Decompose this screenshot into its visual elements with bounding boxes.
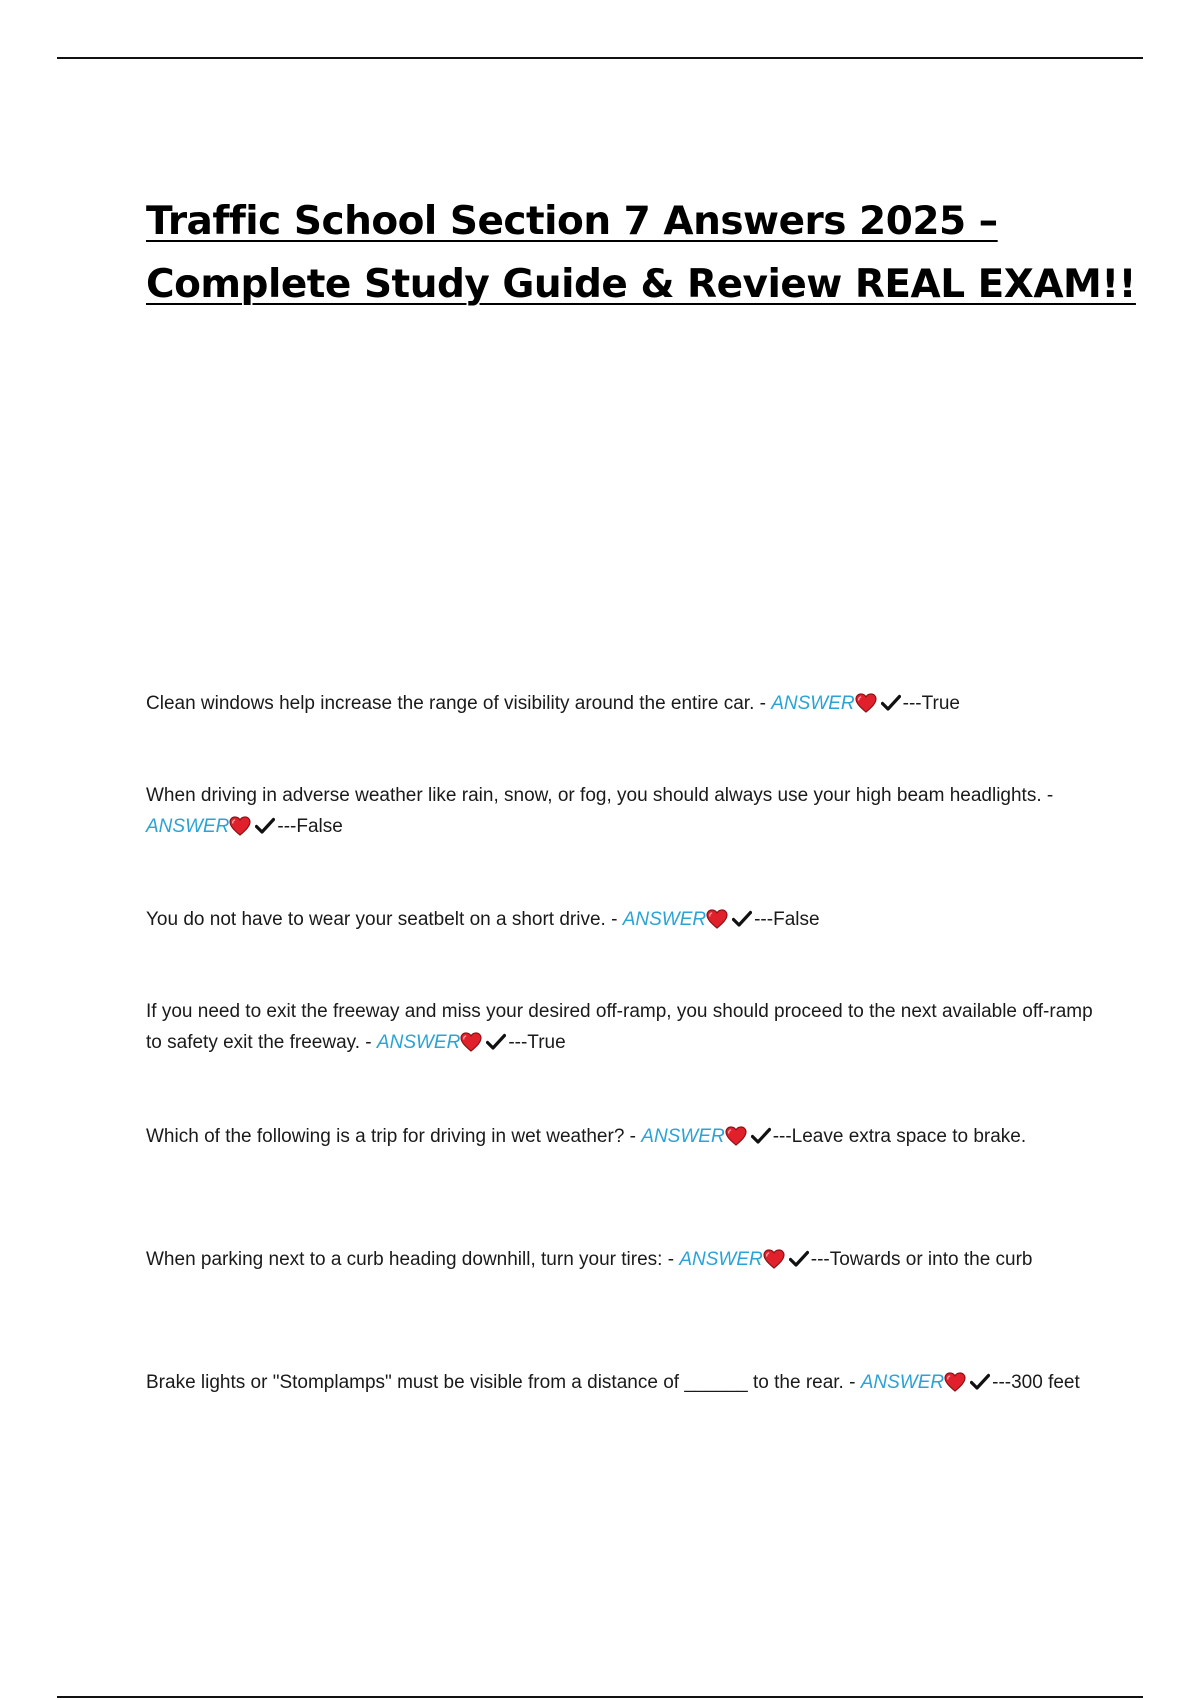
- qa-item: [146, 688, 1096, 719]
- qa-item: [146, 1122, 1096, 1151]
- heart-icon: [946, 1373, 964, 1391]
- answer-text: ---Leave extra space to brake.: [772, 1126, 1027, 1147]
- top-rule: [57, 57, 1143, 59]
- answer-text: ---False: [277, 816, 343, 837]
- answer-text: ---True: [902, 693, 960, 714]
- answer-text: ---300 feet: [992, 1372, 1080, 1393]
- answer-label: ANSWER: [679, 1249, 763, 1270]
- check-icon: [732, 907, 752, 925]
- heart-icon: [708, 910, 726, 928]
- question-text: If you need to exit the freeway and miss your desired off-ramp, you should proceed to the next available off-ramp to safety exit the freeway. -: [146, 1001, 1093, 1053]
- question-text: Which of the following is a trip for driving in wet weather? -: [146, 1126, 642, 1147]
- answer-text: ---True: [508, 1032, 566, 1053]
- answer-label: ANSWER: [376, 1032, 461, 1053]
- answer-text: ---False: [754, 909, 820, 930]
- bottom-rule: [57, 1696, 1143, 1698]
- answer-label: ANSWER: [641, 1126, 725, 1147]
- check-icon: [970, 1371, 990, 1389]
- check-icon: [789, 1248, 809, 1266]
- qa-item: [146, 904, 1096, 935]
- answer-label: ANSWER: [771, 693, 855, 714]
- check-icon: [255, 814, 275, 832]
- heart-icon: [765, 1250, 783, 1268]
- qa-item: [146, 1368, 1096, 1397]
- check-icon: [751, 1125, 771, 1143]
- heart-icon: [727, 1127, 745, 1145]
- answer-label: ANSWER: [146, 816, 230, 837]
- answer-label: ANSWER: [622, 909, 707, 930]
- qa-item: [146, 1245, 1096, 1274]
- heart-icon: [231, 817, 249, 835]
- question-text: You do not have to wear your seatbelt on a short drive. -: [146, 909, 623, 930]
- page-title: [146, 190, 1136, 316]
- title-line-2: Complete Study Guide & Review REAL EXAM!!: [146, 262, 1136, 307]
- heart-icon: [857, 694, 875, 712]
- title-line-1: Traffic School Section 7 Answers 2025 –: [146, 199, 998, 244]
- question-text: Brake lights or "Stomplamps" must be visible from a distance of ______ to the rear. -: [146, 1372, 861, 1393]
- question-text: When driving in adverse weather like rain, snow, or fog, you should always use your high beam headlights. -: [146, 785, 1054, 806]
- heart-icon: [462, 1033, 480, 1051]
- check-icon: [486, 1030, 506, 1048]
- check-icon: [881, 691, 901, 709]
- question-text: Clean windows help increase the range of visibility around the entire car. -: [146, 693, 772, 714]
- answer-text: ---Towards or into the curb: [810, 1249, 1033, 1270]
- qa-item: [146, 996, 1096, 1058]
- qa-item: [146, 780, 1096, 842]
- question-text: When parking next to a curb heading downhill, turn your tires: -: [146, 1249, 680, 1270]
- answer-label: ANSWER: [860, 1372, 945, 1393]
